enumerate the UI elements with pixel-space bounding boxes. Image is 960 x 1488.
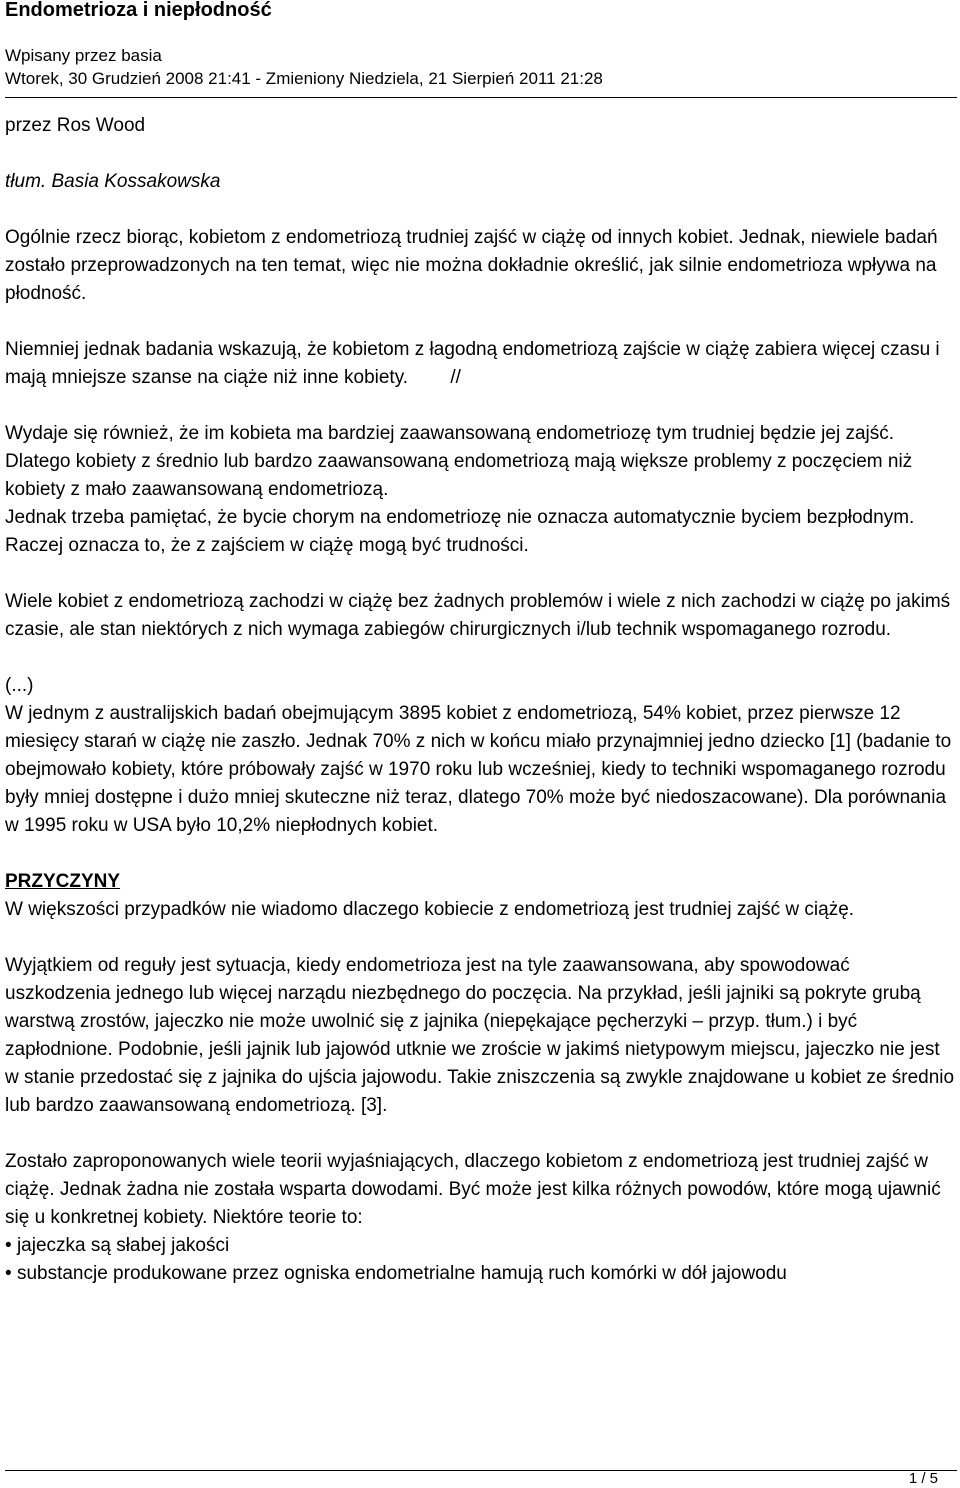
bullet-item: • substancje produkowane przez ogniska endometrialne hamują ruch komórki w dół jajowodu <box>5 1260 955 1288</box>
paragraph-3: Wydaje się również, że im kobieta ma bardziej zaawansowaną endometriozę tym trudniej będzie jej zajść. Dlatego kobiety z średnio lub bardzo zaawansowaną endometriozą mają większe problemy z poczęciem niż kobiety z mało zaawansowaną endometriozą. <box>5 423 913 500</box>
bullet-item: • jajeczka są słabej jakości <box>5 1232 955 1260</box>
paragraph-5: Wiele kobiet z endometriozą zachodzi w ciążę bez żadnych problemów i wiele z nich zachodzi w ciążę po jakimś czasie, ale stan niektórych z nich wymaga zabiegów chirurgicznych i/lub technik wspomaganego rozrodu. <box>5 591 951 640</box>
paragraph-2-text: Niemniej jednak badania wskazują, że kobietom z łagodną endometriozą zajście w ciążę zabiera więcej czasu i mają mniejsze szanse na ciąże niż inne kobiety. <box>5 339 940 388</box>
paragraph-2 <box>5 336 955 392</box>
article-body <box>5 112 955 1288</box>
section-heading: PRZYCZYNY <box>5 871 121 892</box>
paragraph-6: W jednym z australijskich badań obejmującym 3895 kobiet z endometriozą, 54% kobiet, przez pierwsze 12 miesięcy starań w ciążę nie zaszło. Jednak 70% z nich w końcu miało przynajmniej jedno dziecko [1] (badanie to obejmowało kobiety, które próbowały zajść w 1970 roku lub wcześniej, kiedy to techniki wspomaganego rozrodu były mniej dostępne i dużo mniej skuteczne niż teraz, dlatego 70% może być niedoszacowane). Dla porównania w 1995 roku w USA było 10,2% niepłodnych kobiet. <box>5 703 952 836</box>
translator-credit: tłum. Basia Kossakowska <box>5 171 221 192</box>
paragraph-9: Zostało zaproponowanych wiele teorii wyjaśniających, dlaczego kobietom z endometriozą jest trudniej zajść w ciążę. Jednak żadna nie została wsparta dowodami. Być może jest kilka różnych powodów, które mogą ujawnić się u konkretnej kobiety. Niektóre teorie to: <box>5 1151 941 1228</box>
ellipsis-marker: (...) <box>5 675 34 696</box>
author-line: Wpisany przez basia <box>5 46 162 65</box>
paragraph-8: Wyjątkiem od reguły jest sytuacja, kiedy endometrioza jest na tyle zaawansowana, aby spowodować uszkodzenia jednego lub więcej narządu niezbędnego do poczęcia. Na przykład, jeśli jajniki są pokryte grubą warstwą zrostów, jajeczko nie może uwolnić się z jajnika (niepękające pęcherzyki – przyp. tłum.) i być zapłodnione. Podobnie, jeśli jajnik lub jajowód utknie we zroście w jakimś nietypowym miejscu, jajeczko nie jest w stanie przedostać się z jajnika do ujścia jajowodu. Takie zniszczenia są zwykle znajdowane u kobiet ze średnio lub bardzo zaawansowaną endometriozą. [3]. <box>5 955 955 1116</box>
article-meta <box>5 44 603 90</box>
paragraph-4: Jednak trzeba pamiętać, że bycie chorym na endometriozę nie oznacza automatycznie byciem bezpłodnym. Raczej oznacza to, że z zajściem w ciążę mogą być trudności. <box>5 507 915 556</box>
header-divider <box>5 97 957 98</box>
document-title: Endometrioza i niepłodność <box>5 0 272 21</box>
byline: przez Ros Wood <box>5 115 146 136</box>
date-line: Wtorek, 30 Grudzień 2008 21:41 - Zmieniony Niedziela, 21 Sierpień 2011 21:28 <box>5 69 603 88</box>
paragraph-1: Ogólnie rzecz biorąc, kobietom z endometriozą trudniej zajść w ciążę od innych kobiet. Jednak, niewiele badań zostało przeprowadzonych na ten temat, więc nie można dokładnie określić, jak silnie endometrioza wpływa na płodność. <box>5 227 938 304</box>
paragraph-7: W większości przypadków nie wiadomo dlaczego kobiecie z endometriozą jest trudniej zajść w ciążę. <box>5 899 855 920</box>
page-number: 1 / 5 <box>908 1470 938 1487</box>
footer-divider <box>5 1470 957 1471</box>
paragraph-2-marker: // <box>450 367 461 388</box>
